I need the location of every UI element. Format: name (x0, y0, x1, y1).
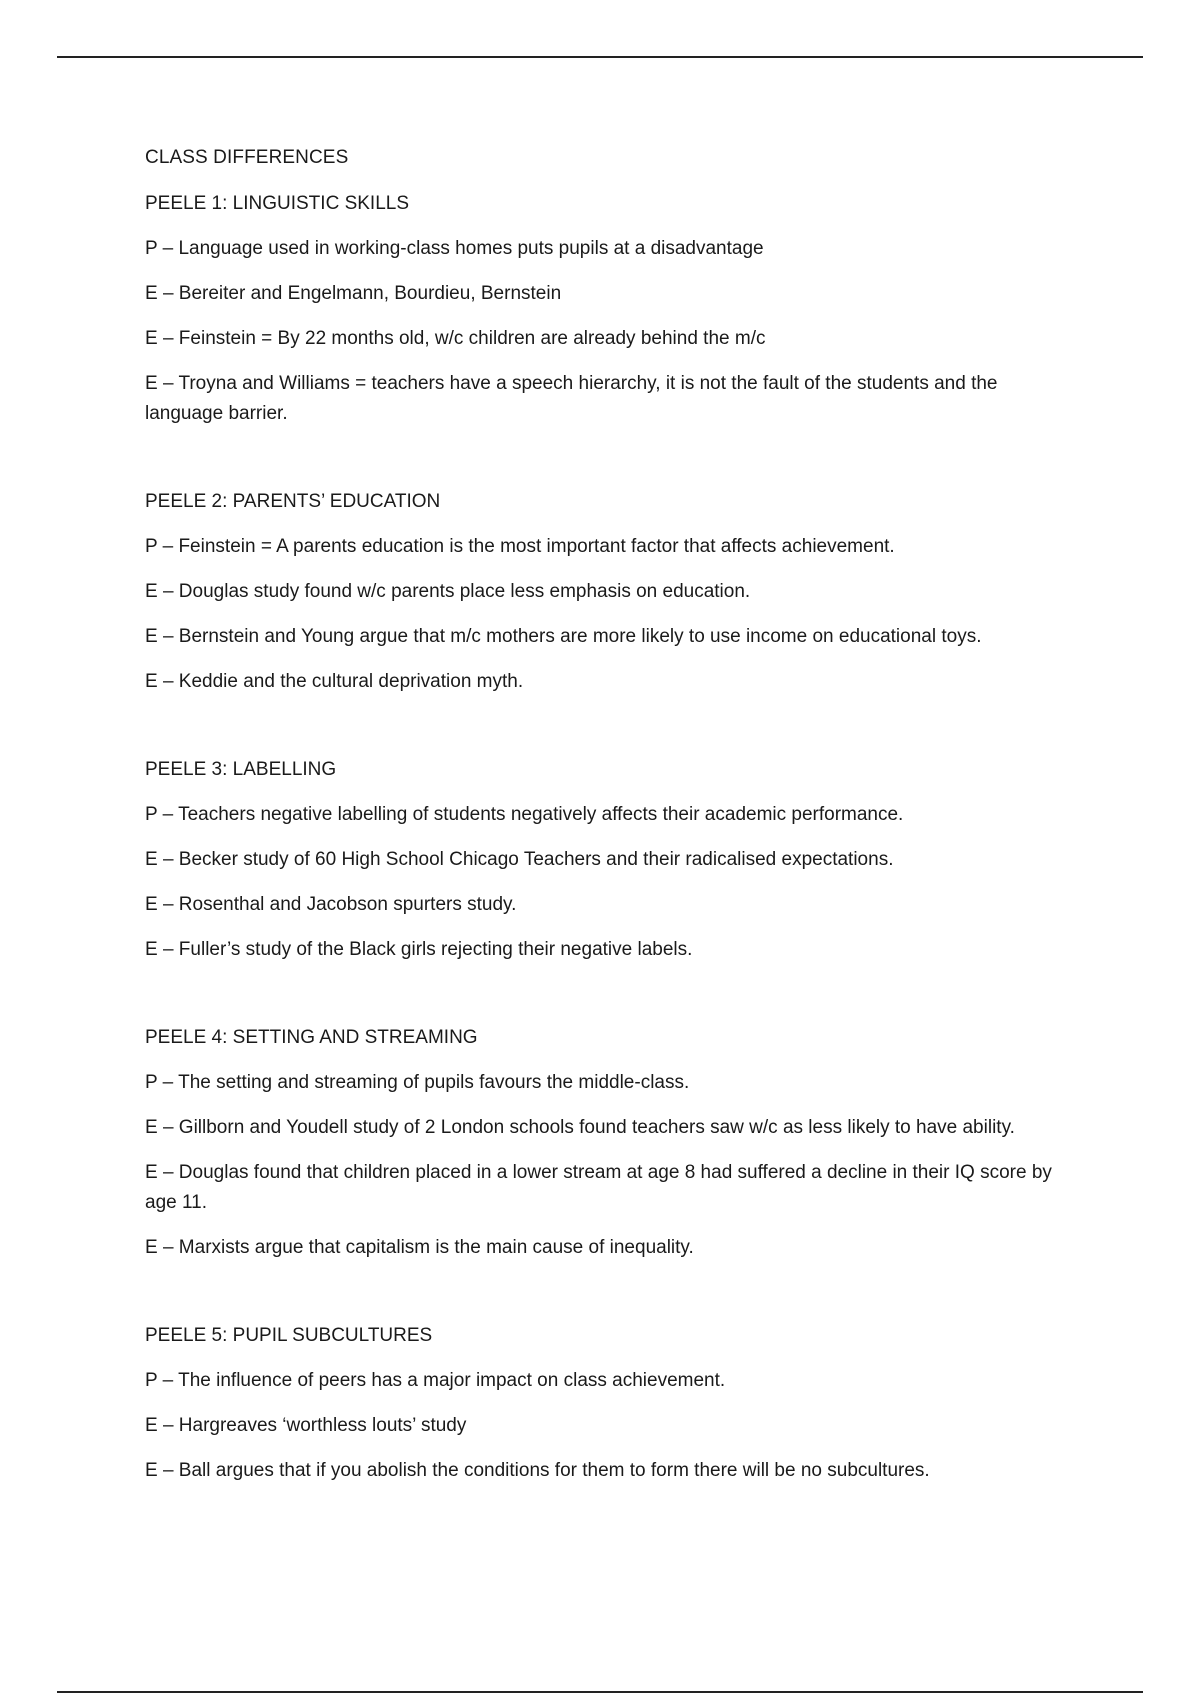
point-paragraph: P – The influence of peers has a major impact on class achievement. (145, 1370, 726, 1391)
section-labelling (145, 755, 1060, 965)
evidence-paragraph: E – Marxists argue that capitalism is the main cause of inequality. (145, 1237, 694, 1258)
evidence-paragraph: E – Ball argues that if you abolish the conditions for them to form there will be no subcultures. (145, 1460, 930, 1481)
evidence-paragraph: E – Bereiter and Engelmann, Bourdieu, Bernstein (145, 283, 562, 304)
point-paragraph: P – Language used in working-class homes puts pupils at a disadvantage (145, 238, 764, 259)
evidence-paragraph: E – Troyna and Williams = teachers have a speech hierarchy, it is not the fault of the students and the language barrier. (145, 373, 998, 424)
section-heading: PEELE 3: LABELLING (145, 759, 337, 780)
evidence-paragraph: E – Rosenthal and Jacobson spurters study. (145, 894, 517, 915)
header-rule (57, 56, 1143, 58)
point-paragraph: P – Teachers negative labelling of students negatively affects their academic performance. (145, 804, 904, 825)
document-title: CLASS DIFFERENCES (145, 147, 349, 168)
section-heading: PEELE 4: SETTING AND STREAMING (145, 1027, 478, 1048)
section-setting-and-streaming (145, 1023, 1060, 1263)
section-linguistic-skills (145, 189, 1060, 429)
evidence-paragraph: E – Becker study of 60 High School Chicago Teachers and their radicalised expectations. (145, 849, 894, 870)
evidence-paragraph: E – Gillborn and Youdell study of 2 London schools found teachers saw w/c as less likely to have ability. (145, 1117, 1015, 1138)
evidence-paragraph: E – Feinstein = By 22 months old, w/c children are already behind the m/c (145, 328, 766, 349)
point-paragraph: P – The setting and streaming of pupils favours the middle-class. (145, 1072, 690, 1093)
section-heading: PEELE 5: PUPIL SUBCULTURES (145, 1325, 433, 1346)
evidence-paragraph: E – Douglas study found w/c parents place less emphasis on education. (145, 581, 751, 602)
evidence-paragraph: E – Hargreaves ‘worthless louts’ study (145, 1415, 467, 1436)
point-paragraph: P – Feinstein = A parents education is the most important factor that affects achievement. (145, 536, 895, 557)
section-pupil-subcultures (145, 1321, 1060, 1486)
section-heading: PEELE 1: LINGUISTIC SKILLS (145, 193, 409, 214)
evidence-paragraph: E – Fuller’s study of the Black girls rejecting their negative labels. (145, 939, 693, 960)
footer-rule (57, 1691, 1143, 1693)
section-parents-education (145, 487, 1060, 697)
evidence-paragraph: E – Bernstein and Young argue that m/c mothers are more likely to use income on educational toys. (145, 626, 982, 647)
evidence-paragraph: E – Douglas found that children placed in a lower stream at age 8 had suffered a decline in their IQ score by age 11. (145, 1162, 1052, 1213)
document-body (145, 143, 1060, 1501)
section-heading: PEELE 2: PARENTS’ EDUCATION (145, 491, 441, 512)
evidence-paragraph: E – Keddie and the cultural deprivation myth. (145, 671, 524, 692)
